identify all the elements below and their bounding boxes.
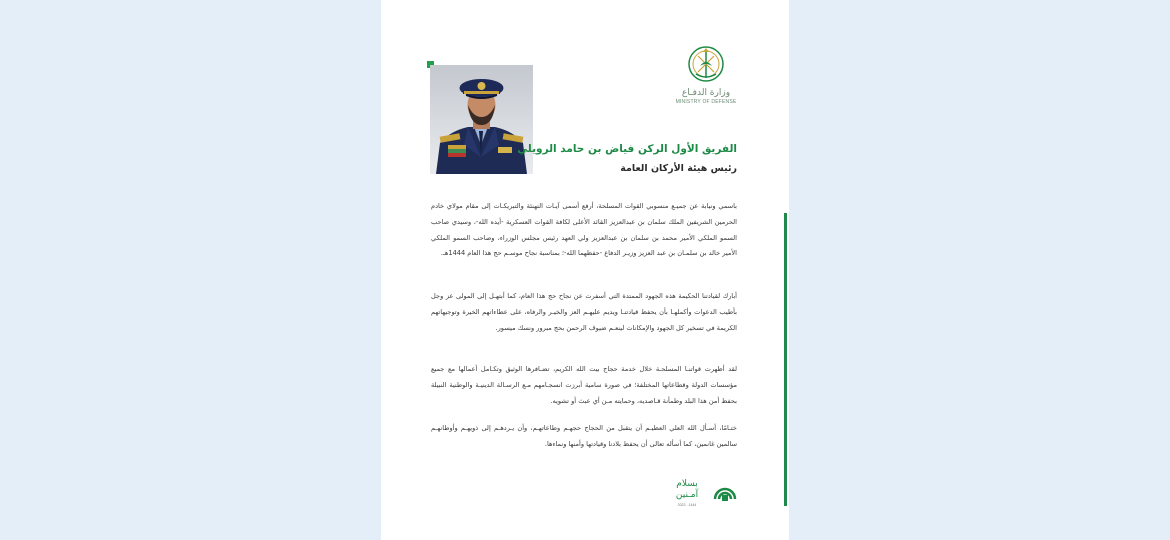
ministry-logo — [671, 44, 741, 108]
campaign-logo-line1: بسلام — [676, 479, 698, 489]
body-paragraph-4: ختـامًا، أسـأل الله العلي العظيـم أن يتقبل من الحجاج حجهـم وطاعاتهـم، وأن يـردهـم إلى ذويهـم وأوطانهـم سالمين غانمين، كما أسأله تعالى أن يحفظ بلادنا وقيادتها وأمنها ونماءها. — [431, 424, 737, 448]
body-paragraph-3: لقد أظهرت قواتنـا المسلحـة خلال خدمة حجاج بيت الله الكريم، تضـافرها الوثيق وتكـامل أعمالها مع جميع مؤسسات الدولة وقطاعاتها المختلفة؛ في صورة سامية أبرزت انسجـامهم مـع الرسـالة الدينيـة والوطنية النبيلة بحفظ أمن هذا البلد وطمأنة قـاصديه، وحمايته مـن أي عبث أو تشويه. — [431, 365, 737, 405]
person-title: رئيس هيئة الأركان العامة — [620, 163, 737, 174]
campaign-logo-line2: آمـنين — [675, 490, 699, 500]
campaign-logo-text — [667, 479, 707, 501]
person-name: الفريق الأول الركن فياض بن حامد الرويلي — [517, 143, 737, 155]
campaign-logo-year: 2023 - 1444 — [677, 503, 697, 507]
ministry-of-defense-emblem — [686, 44, 726, 84]
page-edge-accent-bar — [784, 213, 787, 506]
ministry-name-arabic: وزارة الدفـاع — [681, 88, 731, 98]
campaign-logo — [667, 477, 741, 511]
letter-page — [381, 0, 789, 540]
bisalam-aminin-icon — [711, 479, 739, 507]
body-paragraph-1: باسمي ونيابة عن جميـع منسوبي القوات المسلحة، أرفع أسمى آيـات التهنئة والتبريكـات إلى مقام مولاي خادم الحرمين الشريفين الملك سلمان بن عبدالعزيز القائد الأعلى لكافة القوات العسكرية -أيده الله-، وسيدي صاحب السمو الملكي الأمير محمد بن سلمان بن عبدالعزيز ولي العهد رئيس مجلس الوزراء، وصاحب السمو الملكي الأمير خالد بن سلمـان بن عبد العزيز وزيـر الدفاع -حفظهما الله-؛ بمناسبة نجاح موسـم حج هذا العام 1444هـ. — [431, 202, 737, 258]
portrait-photo — [430, 65, 533, 174]
body-paragraph-2: أبارك لقيادتنا الحكيمة هذه الجهود الممتدة التي أسفرت عن نجاح حج هذا العام، كما أبتهـل إلى المولى عز وجل بأطيب الدعوات وأكملهـا بأن يحفظ قيادتنـا ويديم عليهـم العز والخيـر والرفاه، على عطاءاتهم الخيرة وتوجيهاتهم الكريمة في تسخير كل الجهود والإمكانات لينعـم ضيوف الرحمن بحج مبرور ونسك ميسور. — [431, 292, 737, 332]
ministry-name-english: MINISTRY OF DEFENSE — [675, 99, 737, 105]
